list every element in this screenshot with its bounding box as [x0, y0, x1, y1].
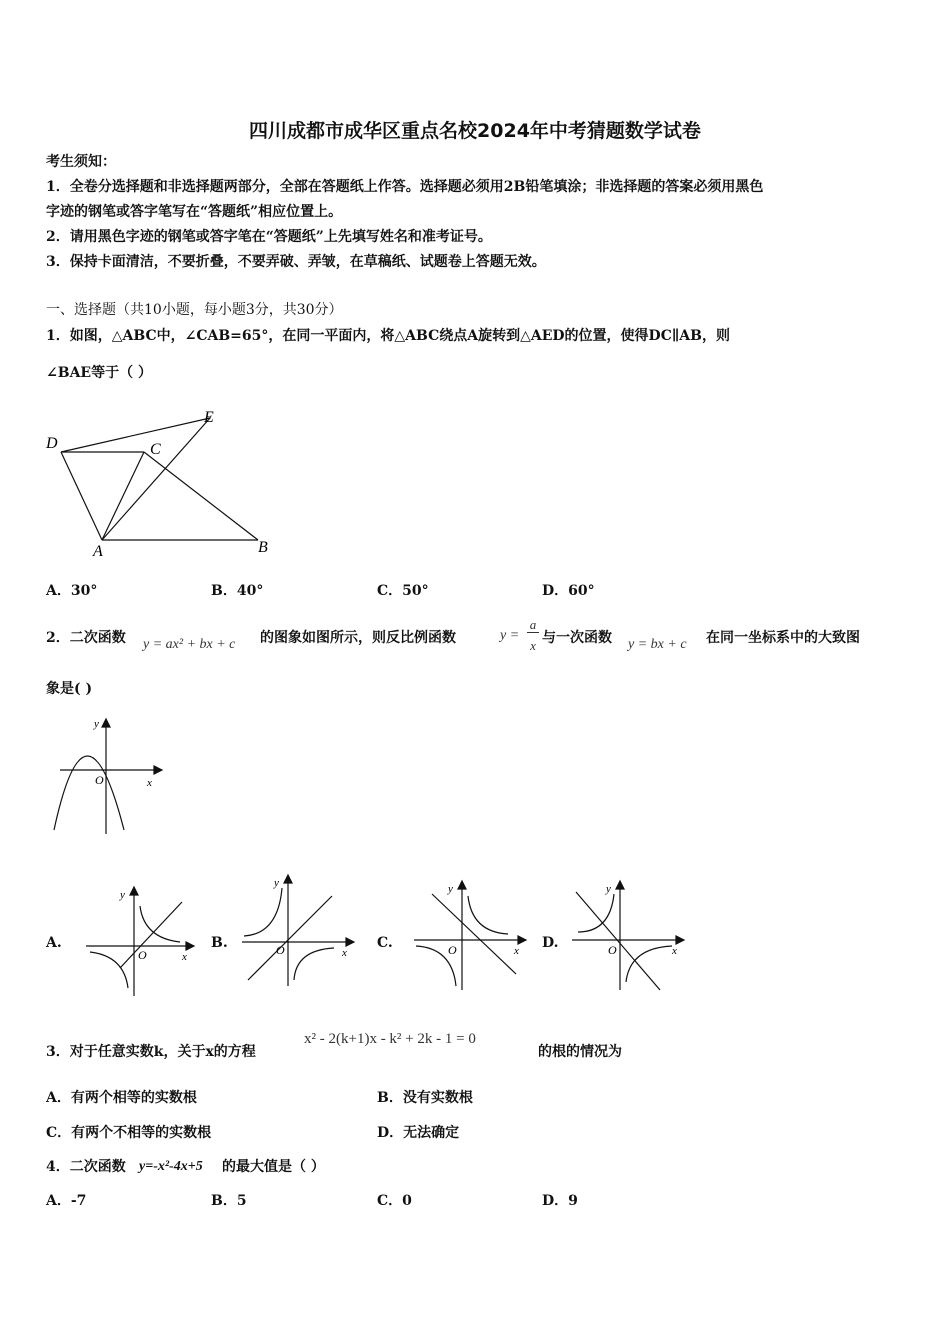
q2-graph-a — [82, 880, 197, 1000]
q2-a-y-label: y — [120, 889, 125, 901]
q1-stem-line2: ∠BAE等于（ ） — [46, 365, 152, 381]
q1-option-a[interactable]: A．30° — [46, 583, 98, 599]
section-heading: 一、选择题（共10小题，每小题3分，共30分） — [46, 302, 343, 318]
notice-line-1b: 字迹的钢笔或答字笔写在“答题纸”相应位置上。 — [46, 204, 343, 220]
q1-stem-line1: 1．如图，△ABC中，∠CAB=65°，在同一平面内，将△ABC绕点A旋转到△AED的位置，使得DC∥AB，则 — [46, 328, 730, 344]
q1-option-b[interactable]: B．40° — [211, 583, 264, 599]
q4-formula: y=-x²-4x+5 — [139, 1159, 203, 1174]
q2-a-origin: O — [138, 948, 147, 962]
q2-b-x-label: x — [342, 947, 347, 959]
q2-a-x-label: x — [182, 951, 187, 963]
q2-b-y-label: y — [274, 877, 279, 889]
q2-c-x-label: x — [514, 945, 519, 957]
q2-graph-c — [410, 874, 530, 994]
q4-option-a[interactable]: A．-7 — [46, 1193, 87, 1209]
q3-prefix: 3．对于任意实数k，关于x的方程 — [46, 1044, 256, 1060]
q4-option-b[interactable]: B．5 — [211, 1193, 247, 1209]
q1-option-d[interactable]: D．60° — [542, 583, 595, 599]
page-title: 四川成都市成华区重点名校2024年中考猜题数学试卷 — [249, 120, 701, 142]
notice-line-1a: 1．全卷分选择题和非选择题两部分，全部在答题纸上作答。选择题必须用2B铅笔填涂；非选择题的答案必须用黑色 — [46, 179, 764, 195]
q1-label-a: A — [93, 543, 103, 560]
q2-graph-d — [568, 874, 688, 994]
q2-formula-quadratic: y = ax² + bx + c — [143, 637, 236, 652]
q2-d-y-label: y — [606, 883, 611, 895]
q2-stem-line2: 象是( ) — [46, 681, 93, 697]
q1-option-c[interactable]: C．50° — [377, 583, 429, 599]
q3-equation: x² - 2(k+1)x - k² + 2k - 1 = 0 — [304, 1031, 476, 1047]
q2-c-origin: O — [448, 943, 457, 957]
q2-option-c[interactable]: C. — [377, 935, 393, 951]
q2-prefix: 2．二次函数 — [46, 630, 126, 646]
q2-c-y-label: y — [448, 883, 453, 895]
q2-formula-inverse-lhs: y = — [500, 628, 520, 643]
q2-parabola-figure — [46, 712, 171, 837]
q4-suffix: 的最大值是（ ） — [222, 1159, 325, 1175]
notice-heading: 考生须知： — [46, 154, 116, 170]
q2-main-x-label: x — [147, 777, 152, 789]
q2-graph-b — [238, 868, 358, 988]
q2-main-origin: O — [95, 773, 104, 787]
q3-suffix: 的根的情况为 — [538, 1044, 622, 1060]
q2-formula-linear: y = bx + c — [628, 637, 687, 652]
q1-label-b: B — [258, 539, 268, 556]
q2-d-x-label: x — [672, 945, 677, 957]
q1-label-d: D — [46, 435, 58, 452]
q2-mid1: 的图象如图所示，则反比例函数 — [260, 630, 456, 646]
q2-option-b[interactable]: B. — [211, 935, 228, 951]
q2-suffix: 在同一坐标系中的大致图 — [706, 630, 860, 646]
q2-main-y-label: y — [94, 718, 99, 730]
q2-b-origin: O — [276, 943, 285, 957]
q2-option-d[interactable]: D. — [542, 935, 559, 951]
q1-label-c: C — [150, 441, 161, 458]
q3-option-a[interactable]: A．有两个相等的实数根 — [46, 1090, 197, 1106]
q3-option-d[interactable]: D．无法确定 — [377, 1125, 460, 1141]
q2-mid2: 与一次函数 — [542, 630, 612, 646]
q2-formula-inverse-num: a — [527, 618, 539, 633]
q1-triangle-figure — [40, 400, 280, 560]
notice-line-3: 3．保持卡面清洁，不要折叠，不要弄破、弄皱，在草稿纸、试题卷上答题无效。 — [46, 254, 546, 270]
q3-option-b[interactable]: B．没有实数根 — [377, 1090, 473, 1106]
q1-label-e: E — [204, 409, 214, 426]
q4-prefix: 4．二次函数 — [46, 1159, 126, 1175]
q4-option-c[interactable]: C．0 — [377, 1193, 412, 1209]
q3-option-c[interactable]: C．有两个不相等的实数根 — [46, 1125, 212, 1141]
q2-d-origin: O — [608, 943, 617, 957]
q2-option-a[interactable]: A. — [46, 935, 62, 951]
q2-formula-inverse-den: x — [530, 638, 536, 653]
notice-line-2: 2．请用黑色字迹的钢笔或答字笔在“答题纸”上先填写姓名和准考证号。 — [46, 229, 492, 245]
q4-option-d[interactable]: D．9 — [542, 1193, 578, 1209]
